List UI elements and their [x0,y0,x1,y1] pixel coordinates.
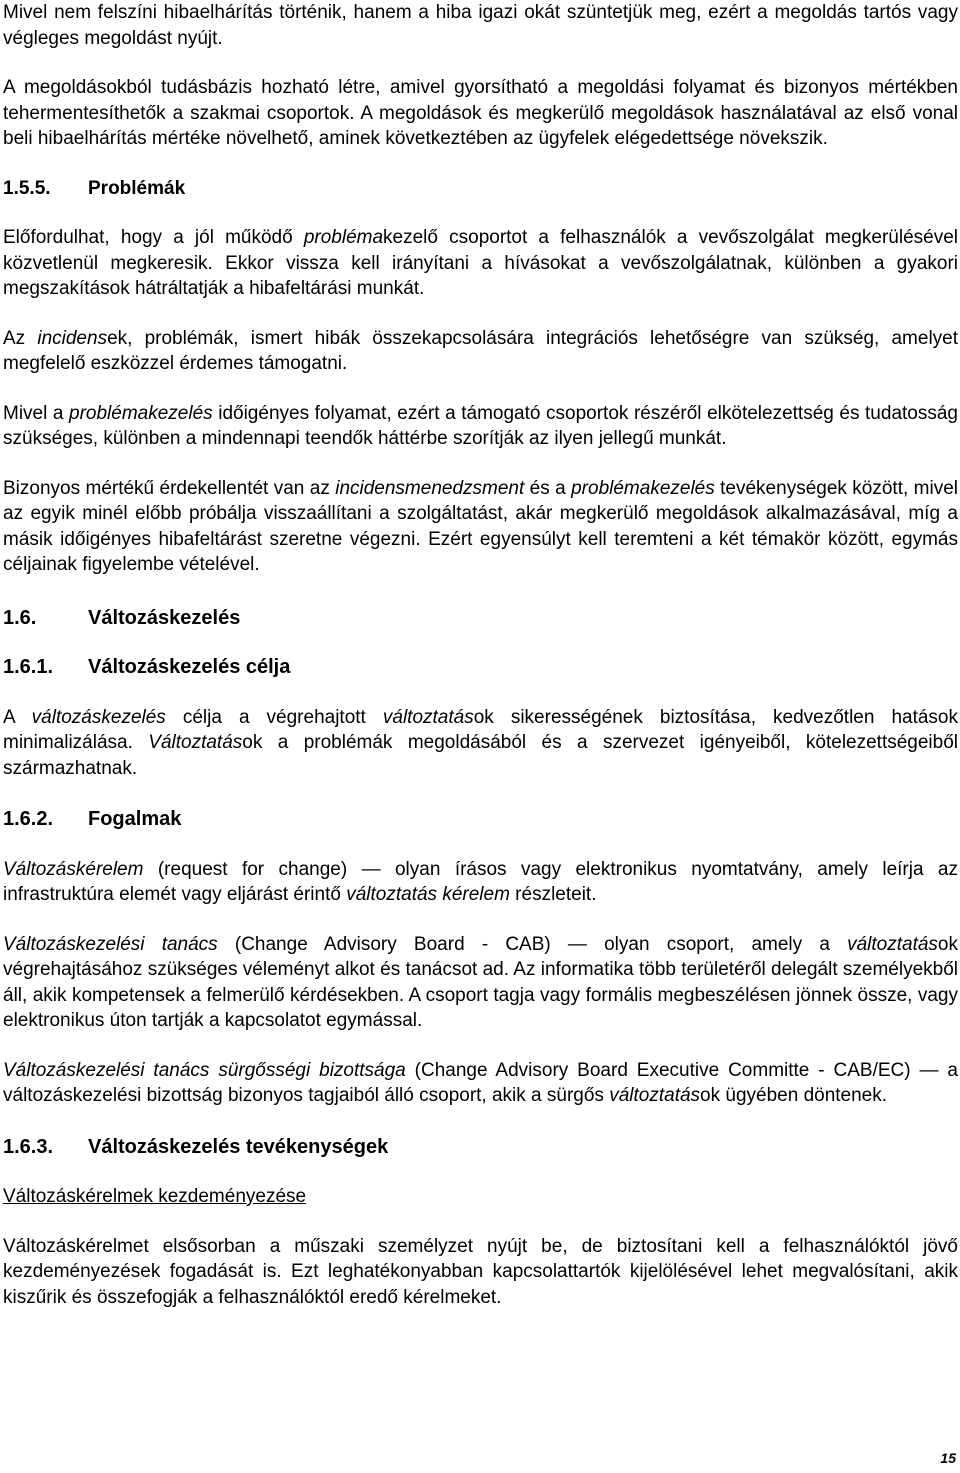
paragraph-text: Mivel a [3,402,70,424]
section-number: 1.6.1. [3,656,54,678]
paragraph-text: célja a végrehajtott [165,706,383,728]
italic-term: változtatás kérelem [346,884,510,905]
section-title: Problémák [88,177,186,199]
section-title: Változáskezelés tevékenységek [88,1135,389,1158]
italic-term: incidens [37,327,108,349]
subheading [3,1184,958,1210]
section-number: 1.5.5. [3,177,51,199]
paragraph [3,225,958,302]
paragraph-text: Az [3,327,38,349]
italic-term: változáskezelés [31,706,166,728]
paragraph [3,401,958,452]
paragraph [3,0,958,51]
paragraph-text: ok végrehajtásához szükséges véleményt alkot és tanácsot ad. Az informatika több területéről delegált személyekből áll, akik kompetensek a felmerülő kérdésekben. A csoport tagja vagy formális megbeszélésen jönnek össze, vagy elektronikus úton tartják a kapcsolatot egymással. [3,933,958,1031]
paragraph [3,1234,958,1311]
italic-term: problémakezelés [571,477,715,499]
paragraph-text: ok ügyében döntenek. [700,1085,888,1106]
paragraph-text: kezelő csoportot a felhasználók a vevőszolgálat megkerülésével közvetlenül megkeresik. Ekkor vissza kell irányítani a hívásokat a vevőszolgálatnak, különben a gyakori megszakítások hátráltatják a hibafeltárási munkát. [3,227,958,299]
section-number: 1.6. [3,606,37,629]
paragraph [3,705,958,782]
paragraph-text: (Change Advisory Board Executive Committe - CAB/EC) — a változáskezelési bizottság bizonyos tagjaiból álló csoport, akik a sürgős [3,1059,958,1106]
section-title: Fogalmak [88,808,182,830]
paragraph-text: ek, problémák, ismert hibák összekapcsolására integrációs lehetőségre van szükség, amelyet megfelelő eszközzel érdemes támogatni. [3,327,959,374]
paragraph-text: A megoldásokból tudásbázis hozható létre, amivel gyorsítható a megoldási folyamat és bizonyos mértékben tehermentesíthetők a szakmai csoportok. [3,77,958,124]
italic-term: probléma [303,227,384,248]
paragraph-text: tevékenységek között, mivel az egyik minél előbb próbálja visszaállítani a szolgáltatást, akár megkerülő megoldások alkalmazásával, míg a másik időigényes hibafeltárást szeretne végezni. Ezért egyensúlyt kell teremteni a két témakör között, egymás céljainak figyelembe vételével. [3,477,958,575]
chapter-heading [3,606,958,632]
paragraph [3,1058,958,1109]
underlined-subheading: Változáskérelmek kezdeményezése [3,1186,307,1207]
paragraph-text: A megoldások és megkerülő megoldások használatával az első vonal beli hibaelhárítás mértéke növelhető, aminek következtében az ügyfelek elégedettsége növekszik. [3,102,958,149]
italic-term: Változtatás [148,732,243,753]
paragraph-text: időigényes folyamat, ezért a támogató csoportok részéről elkötelezettség és tudatosság szükséges, különben a mindennapi teendők háttérbe szorítják az ilyen jellegű munkát. [3,402,958,449]
italic-term: változtatás [847,933,938,955]
section-heading [3,1135,958,1161]
paragraph-text: Mivel nem felszíni hibaelhárítás történik, hanem a hiba igazi okát szüntetjük meg, ezért a megoldás tartós vagy végleges megoldást nyújt. [3,2,958,49]
paragraph-text: (request for change) — olyan írásos vagy elektronikus nyomtatvány, amely leírja az infrastruktúra elemét vagy eljárást érintő [3,858,958,905]
italic-term: incidensmenedzsment [335,477,525,499]
document-page [3,0,958,1310]
section-title: Változáskezelés [88,606,241,629]
paragraph-text: Bizonyos mértékű érdekellentét van az [3,477,336,499]
paragraph-text: ok sikerességének biztosítása, kedvezőtlen hatások minimalizálása. [3,706,959,753]
section-heading [3,807,958,833]
italic-term: változtatás [609,1085,701,1106]
paragraph-text: ok a problémák megoldásából és a szervezet igényeiből, kötelezettségeiből származhatnak. [3,732,959,779]
page-number: 15 [940,1450,956,1466]
paragraph-text: Előfordulhat, hogy a jól működő [3,227,304,248]
paragraph [3,75,958,152]
italic-term: Változáskérelem [3,858,144,880]
paragraph-text: Változáskérelmet elsősorban a műszaki személyzet nyújt be, de biztosítani kell a felhasználóktól jövő kezdeményezések fogadását is. Ezt leghatékonyabban kapcsolattartók kijelölésével lehet megvalósítani, akik kiszűrik és összefogják a felhasználóktól eredő kérelmeket. [3,1235,958,1308]
section-title: Változáskezelés célja [88,656,291,678]
paragraph-text: (Change Advisory Board - CAB) — olyan csoport, amely a [217,933,848,955]
paragraph-text: A [3,706,32,728]
paragraph-text: részleteit. [509,884,597,905]
paragraph [3,326,958,377]
paragraph [3,476,958,578]
section-heading [3,176,958,202]
italic-term: Változáskezelési tanács [3,933,218,955]
italic-term: változtatás [382,706,474,728]
paragraph-text: és a [524,477,572,499]
italic-term: problémakezelés [69,402,213,424]
section-heading [3,655,958,681]
paragraph [3,857,958,908]
section-number: 1.6.3. [3,1135,54,1158]
section-number: 1.6.2. [3,808,54,830]
italic-term: Változáskezelési tanács sürgősségi bizottsága [3,1059,406,1081]
paragraph [3,932,958,1034]
